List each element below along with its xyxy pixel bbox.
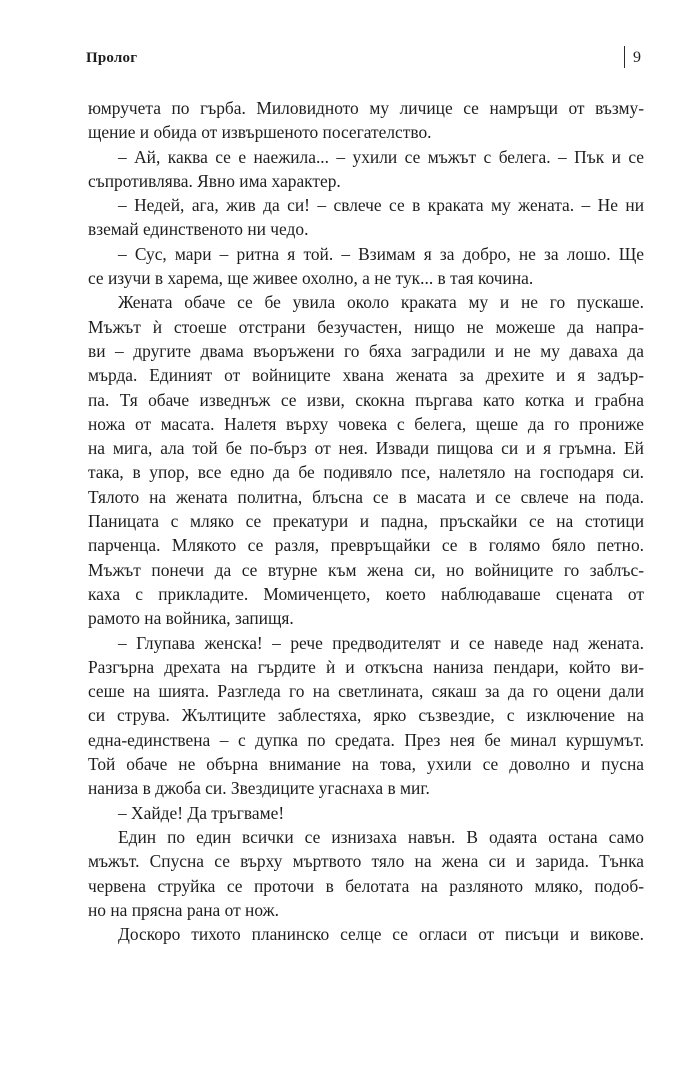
dialogue-line: – Сус, мари – ритна я той. – Взимам я за добро, не за лошо. Ще (118, 243, 644, 264)
dialogue-line: – Недей, ага, жив да си! – свлече се в краката му жената. – Не ни (118, 195, 644, 216)
text-line: Мъжът понечи да се втурне към жена си, но войниците го заблъс- (88, 559, 644, 580)
text-line: Един по един всички се изнизаха навън. В одаята остана само (118, 826, 644, 847)
text-line: се изучи в харема, ще живее охолно, а не тук... в тая кочина. (88, 268, 534, 289)
text-line: мъжът. Спусна се върху мъртвото тяло на жена си и зарида. Тънка (88, 851, 644, 872)
text-line: на мига, ала той бе по-бърз от нея. Извади пищова си и я гръмна. Ей (88, 438, 644, 459)
text-line: една-единствена – с дупка по средата. През нея бе минал куршумът. (88, 729, 644, 750)
text-line: Разгърна дрехата на гърдите ѝ и откъсна наниза пендари, който ви- (88, 656, 644, 677)
text-line: така, в упор, все едно да бе подивяло псе, налетяло на господаря си. (88, 462, 644, 483)
page-number-separator (624, 46, 625, 68)
running-head (86, 46, 646, 72)
text-line: Паницата с мляко се прекатури и падна, пръскайки се на стотици (88, 511, 644, 532)
text-line: рамото на войника, запищя. (88, 608, 294, 629)
chapter-title: Пролог (86, 50, 138, 66)
text-line: Доскоро тихото планинско селце се огласи от писъци и викове. (118, 924, 644, 945)
text-line: ви – другите двама въоръжени го бяха заградили и не му даваха да (88, 340, 644, 361)
dialogue-line: – Ай, каква се е наежила... – ухили се мъжът с белега. – Пък и се (118, 146, 644, 167)
text-line: юмручета по гърба. Миловидното му личице се намръщи от възму- (88, 98, 644, 118)
text-line: Жената обаче се бе увила около краката му и не го пускаше. (118, 292, 644, 313)
text-line: Той обаче не обърна внимание на това, ухили се доволно и пусна (88, 754, 644, 775)
dialogue-line: – Глупава женска! – рече предводителят и се наведе над жената. (118, 632, 644, 653)
text-line: Мъжът ѝ стоеше отстрани безучастен, нищо не можеше да напра- (88, 316, 644, 337)
dialogue-line: – Хайде! Да тръгваме! (118, 802, 285, 823)
text-line: щение и обида от извършеното посегателство. (88, 122, 432, 143)
text-line: сеше на шията. Разгледа го на светлината, сякаш за да го оцени дали (88, 681, 644, 702)
text-line: си струва. Жълтиците заблестяха, ярко съзвездие, с изключение на (88, 705, 644, 726)
text-line: Тялото на жената политна, блъсна се в масата и се свлече на пода. (88, 486, 644, 507)
text-line: съпротивлява. Явно има характер. (88, 170, 341, 191)
page-number: 9 (633, 49, 641, 66)
text-line: па. Тя обаче изведнъж се изви, скокна пъргава като котка и грабна (88, 389, 644, 410)
text-line: наниза в джоба си. Звездиците угаснаха в миг. (88, 778, 430, 799)
text-line: но на прясна рана от нож. (88, 899, 279, 920)
text-line: ножа от масата. Налетя върху човека с белега, щеше да го прониже (88, 413, 644, 434)
text-line: вземай единственото ни чедо. (88, 219, 309, 240)
text-line: червена струйка се проточи в белотата на разляното мляко, подоб- (88, 875, 644, 896)
body-text (88, 96, 644, 946)
text-line: мърда. Единият от войниците хвана жената за дрехите и я задър- (88, 365, 644, 386)
text-line: парченца. Млякото се разля, превръщайки се в голямо бяло петно. (88, 535, 644, 556)
text-line: каха с прикладите. Момиченцето, което наблюдаваше сцената от (88, 583, 644, 604)
